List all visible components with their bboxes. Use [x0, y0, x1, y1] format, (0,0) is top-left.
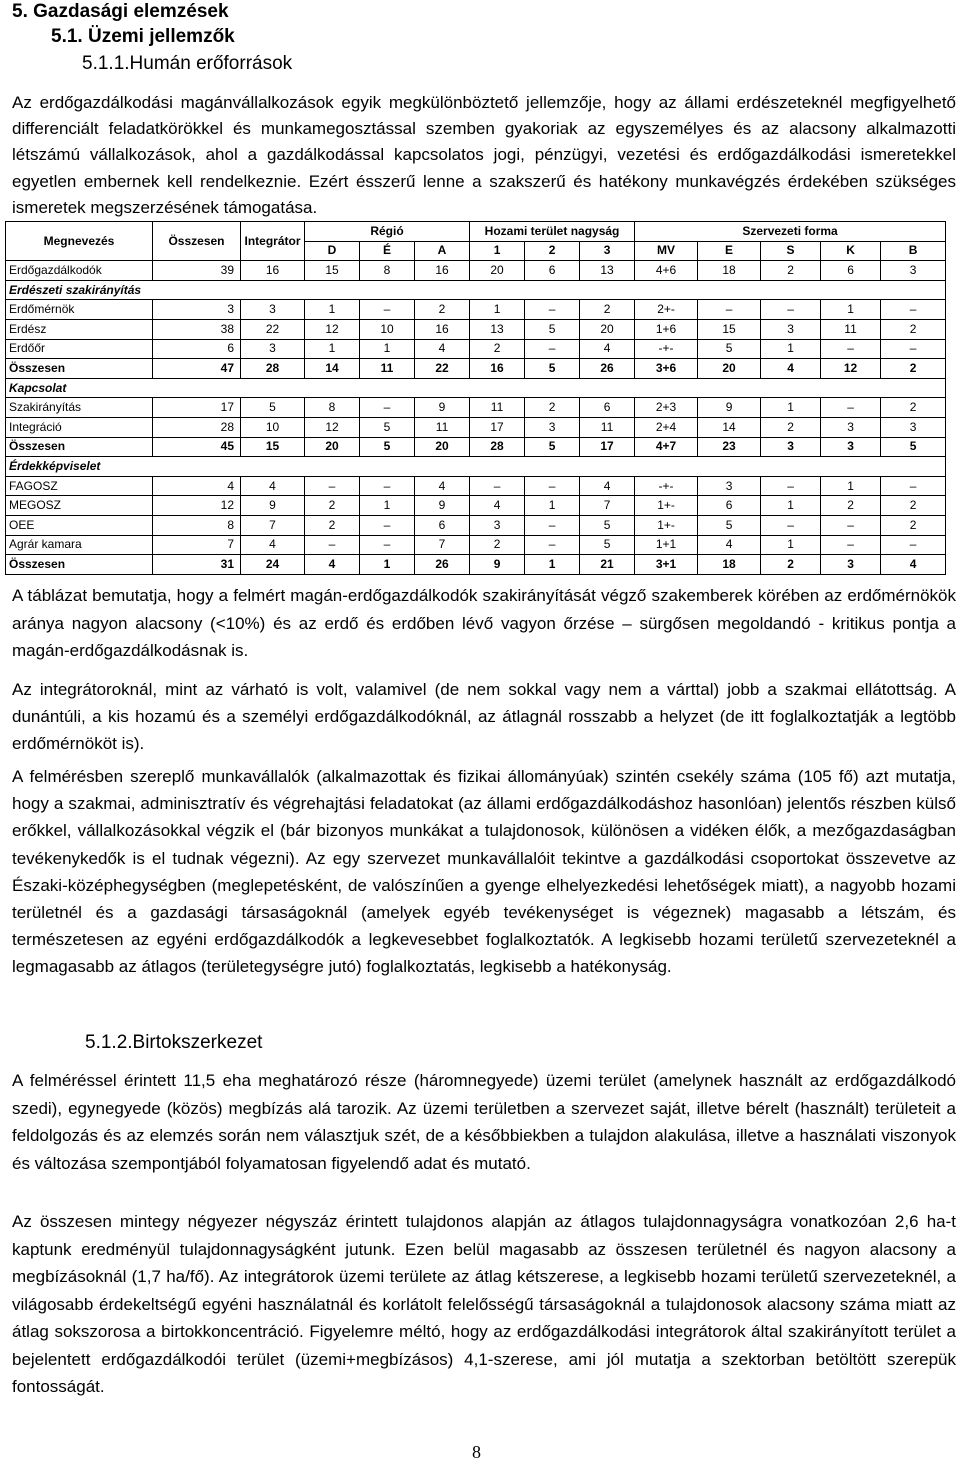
table-cell: 4 — [153, 476, 241, 496]
table-cell: 11 — [470, 398, 525, 418]
table-cell: – — [881, 339, 946, 359]
table-cell: 22 — [241, 319, 305, 339]
row-label: Integráció — [6, 417, 153, 437]
table-cell: 17 — [153, 398, 241, 418]
table-cell: 20 — [698, 359, 761, 379]
table-cell: 4 — [881, 555, 946, 575]
table-cell: 2 — [470, 339, 525, 359]
subheader-cell: 1 — [470, 241, 525, 261]
table-cell: 1 — [761, 535, 821, 555]
table-cell: – — [305, 535, 360, 555]
employees-paragraph: A felmérésben szereplő munkavállalók (alkalmazottak és fizikai állományúak) szintén csekély száma (105 fő) azt mutatja, hogy a szakmai, adminisztratív és végrehajtási feladatokat (az állami erdőgazdálkodáshoz hasonlóan) jelentős részben külső erőkkel, vállalkozásokkal végzik el (bár bizonyos munkákat a tulajdonosok, különösen a vidéken élők, a mezőgazdaságban tevékenykedők is el tudnak végezni). Az egy szervezet munkavállalóit tekintve a gazdálkodási csoportokat összevetve az Északi-középhegységben (meglepetésként, de valószínűen a gyenge elhelyezkedési lehetőségek miatt), a nagyobb hozami területnél és a gazdasági társaságoknál (amelyek egyéb tevékenységet is végeznek) magasabb a létszám, és természetesen az egyéni erdőgazdálkodók a legkevesebbet foglalkoztatók. A legkisebb hozami területű szervezeteknél a legmagasabb az átlagos (területegységre jutó) foglalkoztatás, legkisebb a hatékonyság. — [12, 767, 956, 977]
section-heading-5-1: 5.1. Üzemi jellemzők — [51, 26, 235, 47]
table-cell: 2 — [821, 496, 881, 516]
intro-paragraph: Az erdőgazdálkodási magánvállalkozások egyik megkülönböztető jellemzője, hogy az állami erdészeteknél megfigyelhető differenciált feladatkörökkel és munkamegosztással szemben gyakoriak az egyszemélyes és az alacsony alkalmazotti létszámú vállalkozások, ahol a gazdálkodással kapcsolatos jogi, pénzügyi, vezetési és erdőgazdálkodási ismeretekkel egyetlen embernek kell rendelkeznie. Ezért ésszerű lenne a szakszerű és hatékony munkavégzés érdekében szükséges ismeretek megszerzésének támogatása. — [12, 93, 956, 217]
table-cell: 3 — [881, 417, 946, 437]
table-cell: 2 — [305, 496, 360, 516]
table-cell: 4 — [241, 476, 305, 496]
table-cell: 28 — [470, 437, 525, 457]
table-cell: 1 — [305, 300, 360, 320]
table-cell: 18 — [698, 555, 761, 575]
table-cell: 24 — [241, 555, 305, 575]
table-cell: 3 — [761, 319, 821, 339]
table-cell: 17 — [580, 437, 635, 457]
table-cell: 12 — [153, 496, 241, 516]
table-row — [6, 261, 946, 281]
table-cell: 2+- — [635, 300, 698, 320]
table-cell: 11 — [415, 417, 470, 437]
table-cell: 45 — [153, 437, 241, 457]
table-cell: 28 — [153, 417, 241, 437]
table-cell: 39 — [153, 261, 241, 281]
table-cell: 8 — [153, 515, 241, 535]
table-row — [6, 535, 946, 555]
table-cell: 2 — [881, 515, 946, 535]
table-cell: 18 — [698, 261, 761, 281]
table-cell: 9 — [415, 496, 470, 516]
table-cell: 1 — [821, 476, 881, 496]
integrator-paragraph: Az integrátoroknál, mint az várható is volt, valamivel (de nem sokkal vagy nem a várttal) jobb a szakmai ellátottság. A dunántúli, a kis hozamú és a személyi erdőgazdálkodóknál, az átlagnál rosszabb a helyzet (de itt foglalkoztatják a legtöbb erdőmérnököt is). — [12, 680, 956, 753]
table-cell: 15 — [305, 261, 360, 281]
table-cell: – — [761, 476, 821, 496]
table-cell: 8 — [305, 398, 360, 418]
table-cell: 2 — [470, 535, 525, 555]
table-cell: – — [360, 535, 415, 555]
table-cell: 4 — [580, 339, 635, 359]
table-cell: 2 — [881, 319, 946, 339]
table-cell: 3+6 — [635, 359, 698, 379]
table-cell: 23 — [698, 437, 761, 457]
section-heading-5-1-1: 5.1.1.Humán erőforrások — [82, 53, 293, 74]
row-label: FAGOSZ — [6, 476, 153, 496]
subheader-cell: A — [415, 241, 470, 261]
table-cell: 5 — [580, 535, 635, 555]
table-cell: – — [525, 339, 580, 359]
table-cell: 9 — [415, 398, 470, 418]
table-cell: 7 — [580, 496, 635, 516]
row-label: Erdőmérnök — [6, 300, 153, 320]
table-cell: – — [761, 515, 821, 535]
table-cell: 5 — [698, 515, 761, 535]
subheader-cell: S — [761, 241, 821, 261]
table-cell: 2 — [761, 261, 821, 281]
total-row — [6, 437, 946, 457]
table-cell: 3+1 — [635, 555, 698, 575]
table-cell: – — [821, 515, 881, 535]
table-cell: 7 — [241, 515, 305, 535]
table-cell: 4+6 — [635, 261, 698, 281]
table-cell: 6 — [153, 339, 241, 359]
table-cell: 1 — [360, 555, 415, 575]
table-cell: 2 — [881, 496, 946, 516]
table-cell: 16 — [470, 359, 525, 379]
estate-paragraph-1: A felméréssel érintett 11,5 eha meghatározó része (háromnegyede) üzemi terület (amelynek használt az erdőgazdálkodó szedi), egynegyede (közös) megbízás alá tarozik. Az üzemi területben a szervezet saját, illetve bérelt (használt) területeit a feldolgozás és az elemzés során nem választjuk szét, de a későbbiekben a tulajdon alakulása, illetve a használati viszonyok és változása szempontjából folyamatosan figyelendő adat és mutató. — [12, 1071, 956, 1173]
table-cell: 2 — [305, 515, 360, 535]
table-cell: 6 — [415, 515, 470, 535]
subheader-cell: E — [698, 241, 761, 261]
table-cell: – — [881, 476, 946, 496]
table-cell: 7 — [153, 535, 241, 555]
subheader-cell: 2 — [525, 241, 580, 261]
table-cell: 3 — [153, 300, 241, 320]
table-cell: -+- — [635, 339, 698, 359]
table-cell: 26 — [580, 359, 635, 379]
subheader-cell: K — [821, 241, 881, 261]
row-label: Szakirányítás — [6, 398, 153, 418]
table-cell: 5 — [525, 359, 580, 379]
table-cell: 20 — [580, 319, 635, 339]
table-cell: 2 — [580, 300, 635, 320]
table-cell: 3 — [821, 417, 881, 437]
table-cell: – — [698, 300, 761, 320]
table-cell: 9 — [241, 496, 305, 516]
row-label: Agrár kamara — [6, 535, 153, 555]
table-cell: 21 — [580, 555, 635, 575]
table-cell: – — [525, 535, 580, 555]
table-cell: 6 — [698, 496, 761, 516]
table-cell: 4 — [470, 496, 525, 516]
table-cell: – — [360, 398, 415, 418]
header-hozami: Hozami terület nagyság — [470, 222, 635, 242]
row-label: Összesen — [6, 555, 153, 575]
table-cell: 28 — [241, 359, 305, 379]
table-cell: 3 — [241, 339, 305, 359]
table-cell: 31 — [153, 555, 241, 575]
table-cell: 20 — [415, 437, 470, 457]
table-cell: 20 — [305, 437, 360, 457]
table-cell: 4 — [761, 359, 821, 379]
subheader-cell: É — [360, 241, 415, 261]
row-label: Összesen — [6, 359, 153, 379]
table-cell: 3 — [470, 515, 525, 535]
section-row — [6, 457, 946, 477]
subheader-cell: MV — [635, 241, 698, 261]
table-cell: – — [360, 515, 415, 535]
table-cell: 12 — [305, 417, 360, 437]
table-cell: 5 — [360, 417, 415, 437]
row-label: Kapcsolat — [6, 378, 946, 398]
table-row — [6, 417, 946, 437]
table-cell: 11 — [580, 417, 635, 437]
table-cell: 9 — [470, 555, 525, 575]
row-label: Erdész — [6, 319, 153, 339]
table-cell: 5 — [881, 437, 946, 457]
table-cell: 5 — [525, 437, 580, 457]
table-cell: 1 — [525, 496, 580, 516]
table-cell: – — [761, 300, 821, 320]
staff-table-container — [5, 221, 945, 575]
table-cell: 6 — [821, 261, 881, 281]
table-cell: 10 — [360, 319, 415, 339]
table-row — [6, 515, 946, 535]
table-cell: 16 — [241, 261, 305, 281]
table-cell: – — [360, 300, 415, 320]
table-cell: 12 — [305, 319, 360, 339]
row-label: Erdőgazdálkodók — [6, 261, 153, 281]
header-regio: Régió — [305, 222, 470, 242]
table-cell: 13 — [470, 319, 525, 339]
subheader-cell: B — [881, 241, 946, 261]
table-cell: 1+6 — [635, 319, 698, 339]
table-cell: 15 — [698, 319, 761, 339]
subheader-cell: 3 — [580, 241, 635, 261]
table-cell: 26 — [415, 555, 470, 575]
table-cell: 6 — [525, 261, 580, 281]
staff-table — [5, 221, 946, 575]
table-cell: 2 — [881, 359, 946, 379]
total-row — [6, 359, 946, 379]
row-label: MEGOSZ — [6, 496, 153, 516]
table-cell: 1 — [761, 339, 821, 359]
table-cell: 10 — [241, 417, 305, 437]
table-cell: 1 — [305, 339, 360, 359]
table-cell: 5 — [698, 339, 761, 359]
table-cell: 20 — [470, 261, 525, 281]
table-row — [6, 476, 946, 496]
table-cell: 4 — [415, 476, 470, 496]
header-osszesen: Összesen — [153, 222, 241, 261]
table-cell: 3 — [821, 555, 881, 575]
table-cell: -+- — [635, 476, 698, 496]
table-row — [6, 339, 946, 359]
table-cell: 47 — [153, 359, 241, 379]
page-number: 8 — [472, 1442, 481, 1462]
table-cell: 11 — [360, 359, 415, 379]
table-cell: 1 — [360, 496, 415, 516]
table-row — [6, 496, 946, 516]
header-integrator: Integrátor — [241, 222, 305, 261]
table-row — [6, 398, 946, 418]
table-cell: – — [360, 476, 415, 496]
header-szervezeti: Szervezeti forma — [635, 222, 946, 242]
table-cell: 1+- — [635, 515, 698, 535]
table-cell: 1 — [761, 398, 821, 418]
table-cell: – — [525, 476, 580, 496]
table-cell: 3 — [761, 437, 821, 457]
table-cell: 1+1 — [635, 535, 698, 555]
table-cell: 5 — [241, 398, 305, 418]
section-row — [6, 280, 946, 300]
table-cell: 16 — [415, 261, 470, 281]
table-cell: 1 — [761, 496, 821, 516]
table-cell: 4 — [580, 476, 635, 496]
table-cell: 3 — [241, 300, 305, 320]
table-cell: 5 — [360, 437, 415, 457]
table-cell: 2 — [525, 398, 580, 418]
table-cell: 4 — [415, 339, 470, 359]
table-cell: 6 — [580, 398, 635, 418]
table-cell: 15 — [241, 437, 305, 457]
row-label: Erdőőr — [6, 339, 153, 359]
table-cell: – — [881, 300, 946, 320]
table-cell: 2 — [761, 555, 821, 575]
table-cell: 4+7 — [635, 437, 698, 457]
row-label: Összesen — [6, 437, 153, 457]
table-cell: 12 — [821, 359, 881, 379]
table-row — [6, 319, 946, 339]
table-cell: 16 — [415, 319, 470, 339]
table-cell: 2 — [415, 300, 470, 320]
table-cell: 3 — [525, 417, 580, 437]
section-heading-5-1-2: 5.1.2.Birtokszerkezet — [85, 1032, 263, 1053]
table-cell: – — [525, 515, 580, 535]
table-cell: – — [470, 476, 525, 496]
section-heading-5: 5. Gazdasági elemzések — [12, 1, 229, 22]
header-megnevezes: Megnevezés — [6, 222, 153, 261]
table-row — [6, 300, 946, 320]
table-cell: 4 — [241, 535, 305, 555]
table-cell: 2+4 — [635, 417, 698, 437]
table-cell: 2 — [761, 417, 821, 437]
table-cell: 9 — [698, 398, 761, 418]
table-cell: – — [881, 535, 946, 555]
table-cell: 17 — [470, 417, 525, 437]
table-comment-paragraph: A táblázat bemutatja, hogy a felmért magán-erdőgazdálkodók szakirányítását végző szakemberek körében az erdőmérnökök aránya nagyon alacsony (<10%) és az erdő és erdőben lévő vagyon őrzése – sürgősen megoldandó - kritikus pontja a magán-erdőgazdálkodásnak is. — [12, 586, 956, 660]
table-cell: 22 — [415, 359, 470, 379]
table-cell: 3 — [881, 261, 946, 281]
table-cell: 7 — [415, 535, 470, 555]
table-cell: 11 — [821, 319, 881, 339]
total-row — [6, 555, 946, 575]
table-body — [6, 261, 946, 575]
table-cell: 1+- — [635, 496, 698, 516]
table-cell: 3 — [698, 476, 761, 496]
table-cell: 2+3 — [635, 398, 698, 418]
table-cell: – — [821, 398, 881, 418]
table-cell: – — [525, 300, 580, 320]
table-cell: 4 — [305, 555, 360, 575]
table-cell: 1 — [470, 300, 525, 320]
table-cell: 1 — [821, 300, 881, 320]
table-cell: 4 — [698, 535, 761, 555]
subheader-cell: D — [305, 241, 360, 261]
table-cell: 2 — [881, 398, 946, 418]
table-cell: – — [821, 535, 881, 555]
table-cell: 8 — [360, 261, 415, 281]
table-cell: 14 — [698, 417, 761, 437]
table-cell: 38 — [153, 319, 241, 339]
table-cell: 3 — [821, 437, 881, 457]
table-cell: 1 — [525, 555, 580, 575]
estate-paragraph-2: Az összesen mintegy négyezer négyszáz érintett tulajdonos alapján az átlagos tulajdonnagyságra vonatkozóan 2,6 ha-t kaptunk eredményül tulajdonnagyságként jutunk. Ezen belül magasabb az összesen területnél és nagyon alacsony a megbízásoknál (1,7 ha/fő). Az integrátorok üzemi területe az átlag kétszerese, a legkisebb hozami területű szervezeteknél, a világosabb érdekeltségű egyéni használatnál és korlátolt felelősségű társaságoknál a tulajdonosok alacsony száma miatt az átlag sokszorosa a birtokkoncentráció. Figyelemre méltó, hogy az erdőgazdálkodási integrátorok által szakirányított terület a bejelentett erdőgazdálkodói terület (üzemi+megbízásos) 4,1-szerese, ami jól mutatja a szektorban betöltött szerepük fontosságát. — [12, 1212, 956, 1396]
row-label: OEE — [6, 515, 153, 535]
table-cell: 5 — [525, 319, 580, 339]
row-label: Érdekképviselet — [6, 457, 946, 477]
table-cell: – — [305, 476, 360, 496]
table-cell: 13 — [580, 261, 635, 281]
row-label: Erdészeti szakirányítás — [6, 280, 946, 300]
table-cell: 1 — [360, 339, 415, 359]
table-cell: 5 — [580, 515, 635, 535]
table-cell: 14 — [305, 359, 360, 379]
table-cell: – — [821, 339, 881, 359]
section-row — [6, 378, 946, 398]
